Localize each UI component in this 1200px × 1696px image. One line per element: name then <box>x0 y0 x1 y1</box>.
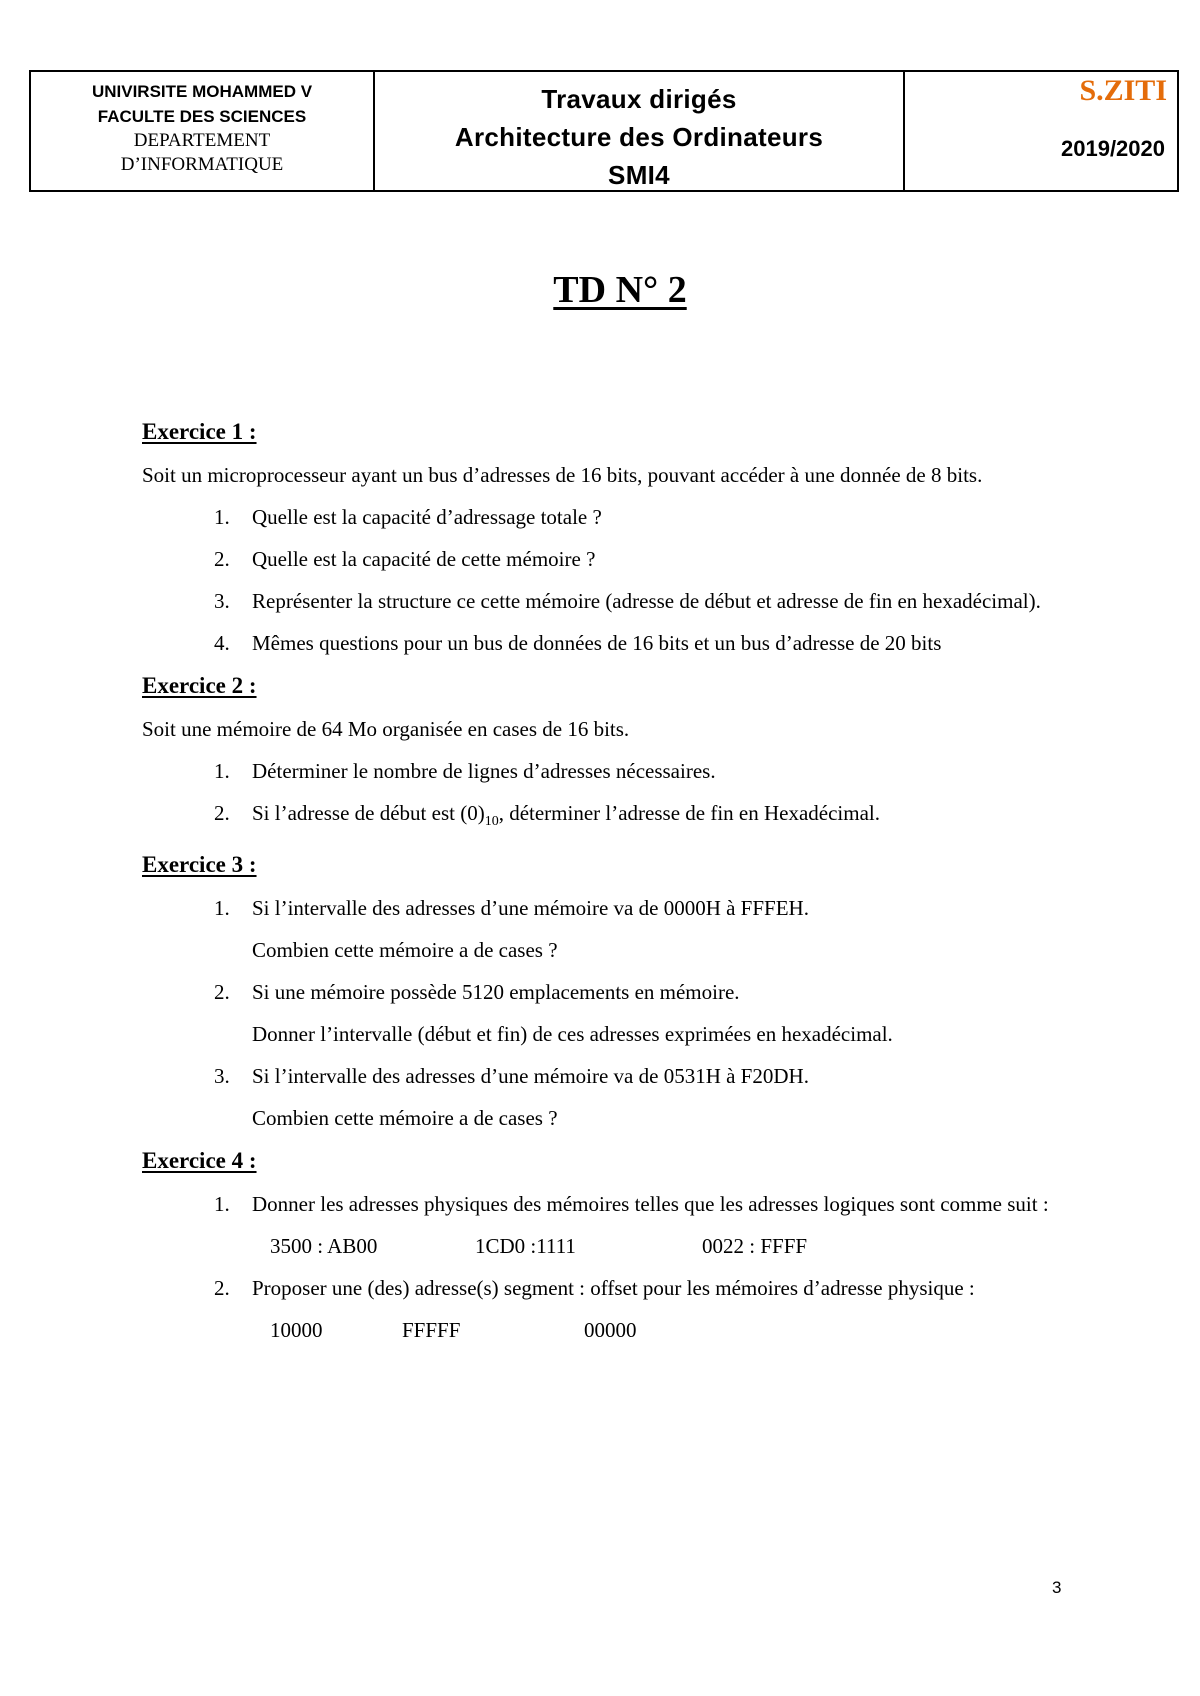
item-question: Combien cette mémoire a de cases ? <box>252 938 558 963</box>
exercise-heading: Exercice 3 : <box>142 852 257 878</box>
item-number: 2. <box>214 980 230 1005</box>
university-name: UNIVIRSITE MOHAMMED V <box>91 82 313 101</box>
list-item <box>142 1183 1062 1225</box>
exercise-3 <box>142 843 1062 1139</box>
item-text: Déterminer le nombre de lignes d’adresses nécessaires. <box>252 759 716 783</box>
course-type: Travaux dirigés <box>541 84 737 114</box>
item-text: Si l’intervalle des adresses d’une mémoire va de 0531H à F20DH. <box>252 1064 809 1089</box>
item-number: 2. <box>214 801 230 825</box>
physical-addresses <box>142 1309 1062 1351</box>
exercise-intro: Soit un microprocesseur ayant un bus d’adresses de 16 bits, pouvant accéder à une donnée de 8 bits. <box>142 463 983 487</box>
faculty-name: FACULTE DES SCIENCES <box>97 107 307 126</box>
list-item <box>142 496 1062 538</box>
exercise-intro: Soit une mémoire de 64 Mo organisée en cases de 16 bits. <box>142 717 630 741</box>
department-name: D’INFORMATIQUE <box>120 154 284 175</box>
exercise-heading: Exercice 4 : <box>142 1148 257 1174</box>
item-number: 3. <box>214 589 230 613</box>
page-number: 3 <box>1052 1578 1062 1597</box>
item-number: 1. <box>214 896 230 921</box>
item-number: 1. <box>214 505 230 529</box>
item-text: Représenter la structure ce cette mémoire (adresse de début et adresse de fin en hexadécimal). <box>252 589 1041 613</box>
item-number: 2. <box>214 547 230 571</box>
list-item <box>142 538 1062 580</box>
item-text: Si une mémoire possède 5120 emplacements en mémoire. <box>252 980 740 1005</box>
item-text: Proposer une (des) adresse(s) segment : offset pour les mémoires d’adresse physique : <box>252 1276 975 1301</box>
institution-block <box>31 72 375 190</box>
exercise-content <box>142 410 1062 1351</box>
list-item <box>142 1055 1062 1097</box>
item-number: 1. <box>214 759 230 783</box>
list-item <box>142 887 1062 929</box>
item-text: Donner les adresses physiques des mémoires telles que les adresses logiques sont comme suit : <box>252 1192 1049 1217</box>
logical-addresses <box>142 1225 1062 1267</box>
item-text: Quelle est la capacité d’adressage totale ? <box>252 505 602 529</box>
logical-address: 0022 : FFFF <box>702 1234 808 1259</box>
exercise-heading: Exercice 1 : <box>142 419 257 444</box>
course-title-block <box>375 72 905 190</box>
list-item <box>142 792 1062 843</box>
item-text <box>252 801 881 830</box>
document-header <box>29 70 1179 192</box>
page-title: TD N° 2 <box>553 269 687 311</box>
exercise-2 <box>142 664 1062 843</box>
list-item <box>142 750 1062 792</box>
course-code: SMI4 <box>608 160 670 190</box>
item-text-end: , déterminer l’adresse de fin en Hexadécimal. <box>498 801 881 825</box>
logical-address: 1CD0 :1111 <box>475 1234 576 1259</box>
author-block <box>905 72 1177 190</box>
item-question: Combien cette mémoire a de cases ? <box>252 1106 558 1131</box>
item-text-start: Si l’adresse de début est (0) <box>252 801 485 825</box>
item-text: Quelle est la capacité de cette mémoire ? <box>252 547 596 571</box>
item-number: 3. <box>214 1064 230 1089</box>
item-number: 1. <box>214 1192 230 1217</box>
exercise-4 <box>142 1139 1062 1351</box>
list-item <box>142 622 1062 664</box>
base-subscript: 10 <box>484 814 499 830</box>
exercise-1 <box>142 410 1062 664</box>
list-item <box>142 580 1062 622</box>
course-name: Architecture des Ordinateurs <box>454 122 824 152</box>
item-number: 4. <box>214 631 230 655</box>
item-text: Mêmes questions pour un bus de données de 16 bits et un bus d’adresse de 20 bits <box>252 631 942 655</box>
physical-address: 00000 <box>584 1318 637 1343</box>
item-text: Si l’intervalle des adresses d’une mémoire va de 0000H à FFFEH. <box>252 896 809 921</box>
list-item <box>142 971 1062 1013</box>
author-name: S.ZITI <box>1079 74 1167 107</box>
department-label: DEPARTEMENT <box>133 130 271 151</box>
exercise-heading: Exercice 2 : <box>142 673 257 698</box>
academic-year: 2019/2020 <box>1061 136 1165 161</box>
list-item <box>142 1267 1062 1309</box>
physical-address: FFFFF <box>402 1318 461 1343</box>
item-question: Donner l’intervalle (début et fin) de ces adresses exprimées en hexadécimal. <box>252 1022 893 1047</box>
item-number: 2. <box>214 1276 230 1301</box>
physical-address: 10000 <box>270 1318 323 1343</box>
logical-address: 3500 : AB00 <box>270 1234 378 1259</box>
